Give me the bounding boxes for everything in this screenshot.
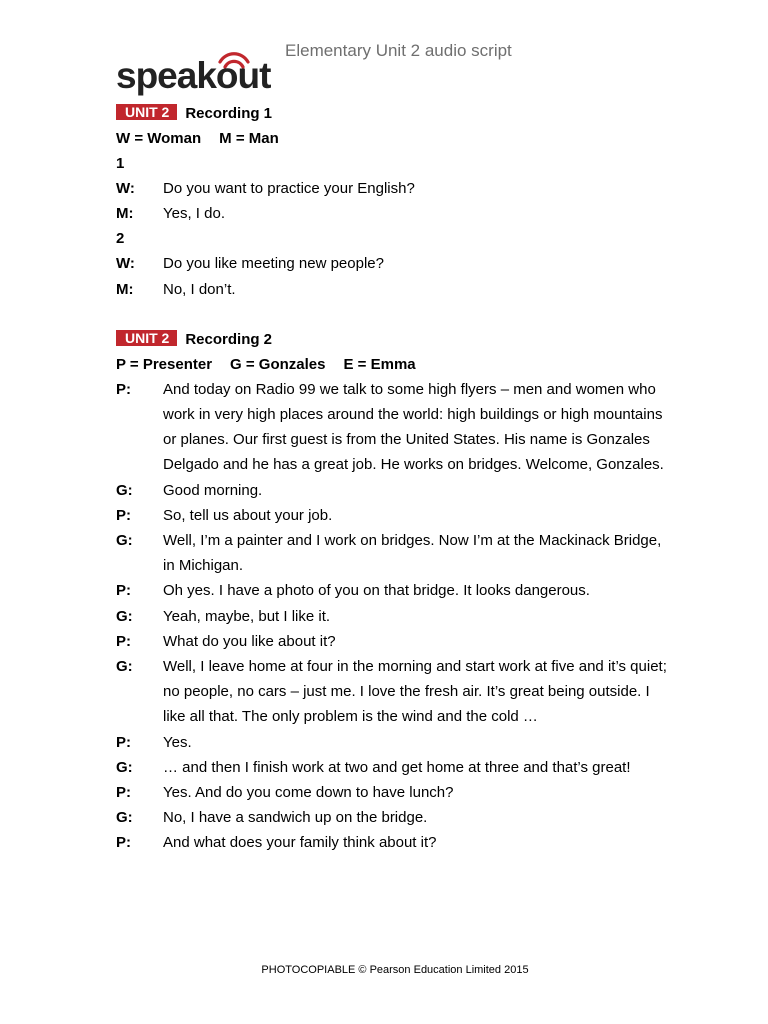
- recording-title: Recording 1: [185, 105, 273, 122]
- dialogue-line: [116, 176, 676, 201]
- dialogue-text: Yes, I do.: [163, 205, 225, 223]
- dialogue-text: And what does your family think about it?: [163, 834, 437, 852]
- dialogue-line: [116, 805, 676, 830]
- dialogue-line: [116, 478, 676, 503]
- speaker-label: P:: [116, 380, 131, 398]
- dialogue-text: So, tell us about your job.: [163, 506, 333, 524]
- dialogue-text: No, I don’t.: [163, 280, 236, 298]
- recording-title: Recording 2: [185, 330, 273, 348]
- dialogue-line: [116, 377, 676, 478]
- part-number: 2: [116, 230, 125, 248]
- speaker-label: G:: [116, 658, 133, 676]
- dialogue-text: Do you like meeting new people?: [163, 255, 384, 273]
- speaker-label: P:: [116, 506, 131, 524]
- dialogue-text: Do you want to practice your English?: [163, 180, 415, 197]
- dialogue-line: [116, 629, 676, 654]
- dialogue-line: [116, 503, 676, 528]
- legend-item: P = Presenter: [116, 355, 213, 373]
- part-number: 1: [116, 155, 125, 172]
- dialogue-text: … and then I finish work at two and get home at three and that’s great!: [163, 758, 631, 776]
- dialogue-text: What do you like about it?: [163, 632, 336, 650]
- speaker-legend: [116, 126, 676, 151]
- speaker-label: W:: [116, 180, 135, 197]
- dialogue-line: [116, 578, 676, 603]
- dialogue-line: [116, 654, 676, 730]
- logo-wordmark: speakout: [116, 55, 271, 96]
- copyright-footer: PHOTOCOPIABLE © Pearson Education Limited 2015: [261, 964, 529, 976]
- speaker-label: G:: [116, 758, 133, 776]
- speaker-label: P:: [116, 733, 131, 751]
- dialogue-line: [116, 277, 676, 302]
- speaker-label: W:: [116, 255, 135, 273]
- speaker-label: G:: [116, 607, 133, 625]
- speaker-label: P:: [116, 632, 131, 650]
- dialogue-line: [116, 251, 676, 276]
- speaker-label: M:: [116, 205, 134, 223]
- audio-script-body: [116, 101, 676, 856]
- dialogue-line: [116, 528, 676, 578]
- dialogue-text: Yes. And do you come down to have lunch?: [163, 784, 454, 802]
- speaker-label: P:: [116, 834, 131, 852]
- speaker-label: P:: [116, 784, 131, 802]
- legend-item: G = Gonzales: [230, 355, 326, 373]
- legend-item: E = Emma: [343, 355, 416, 373]
- recording-2-dialogue: [116, 377, 676, 856]
- dialogue-line: [116, 755, 676, 780]
- dialogue-line: [116, 201, 676, 226]
- dialogue-text: Yes.: [163, 733, 192, 751]
- speaker-label: M:: [116, 280, 134, 298]
- dialogue-text: Good morning.: [163, 481, 263, 499]
- dialogue-text: And today on Radio 99 we talk to some high flyers – men and women who work in very high places around the world: high buildings or high mountains or planes. Our first guest is from the United States. His name is Gonzales Delgado and he has a great job. He works on bridges. Welcome, Gonzales.: [163, 380, 664, 474]
- speaker-label: P:: [116, 582, 131, 600]
- dialogue-text: Oh yes. I have a photo of you on that bridge. It looks dangerous.: [163, 582, 590, 600]
- dialogue-text: No, I have a sandwich up on the bridge.: [163, 809, 428, 827]
- legend-item: M = Man: [219, 130, 279, 147]
- document-title: Elementary Unit 2 audio script: [285, 41, 512, 60]
- dialogue-text: Well, I leave home at four in the morning and start work at five and it’s quiet; no people, no cars – just me. I love the fresh air. It’s great being outside. I like all that. The only problem is the wind and the cold …: [163, 658, 667, 726]
- speaker-legend: [116, 352, 676, 377]
- speaker-label: G:: [116, 532, 133, 550]
- speakout-logo: [116, 48, 276, 98]
- dialogue-text: Well, I’m a painter and I work on bridges. Now I’m at the Mackinack Bridge, in Michigan.: [163, 532, 662, 575]
- dialogue-line: [116, 730, 676, 755]
- dialogue-line: [116, 830, 676, 855]
- legend-item: W = Woman: [116, 130, 202, 147]
- dialogue-text: Yeah, maybe, but I like it.: [163, 607, 331, 625]
- unit-badge: UNIT 2: [116, 330, 177, 346]
- recording-1-heading: [116, 101, 676, 126]
- unit-badge: UNIT 2: [116, 104, 177, 120]
- speaker-label: G:: [116, 481, 133, 499]
- dialogue-line: [116, 780, 676, 805]
- speaker-label: G:: [116, 809, 133, 827]
- dialogue-line: [116, 604, 676, 629]
- spacer: [116, 302, 676, 327]
- recording-2-heading: [116, 327, 676, 352]
